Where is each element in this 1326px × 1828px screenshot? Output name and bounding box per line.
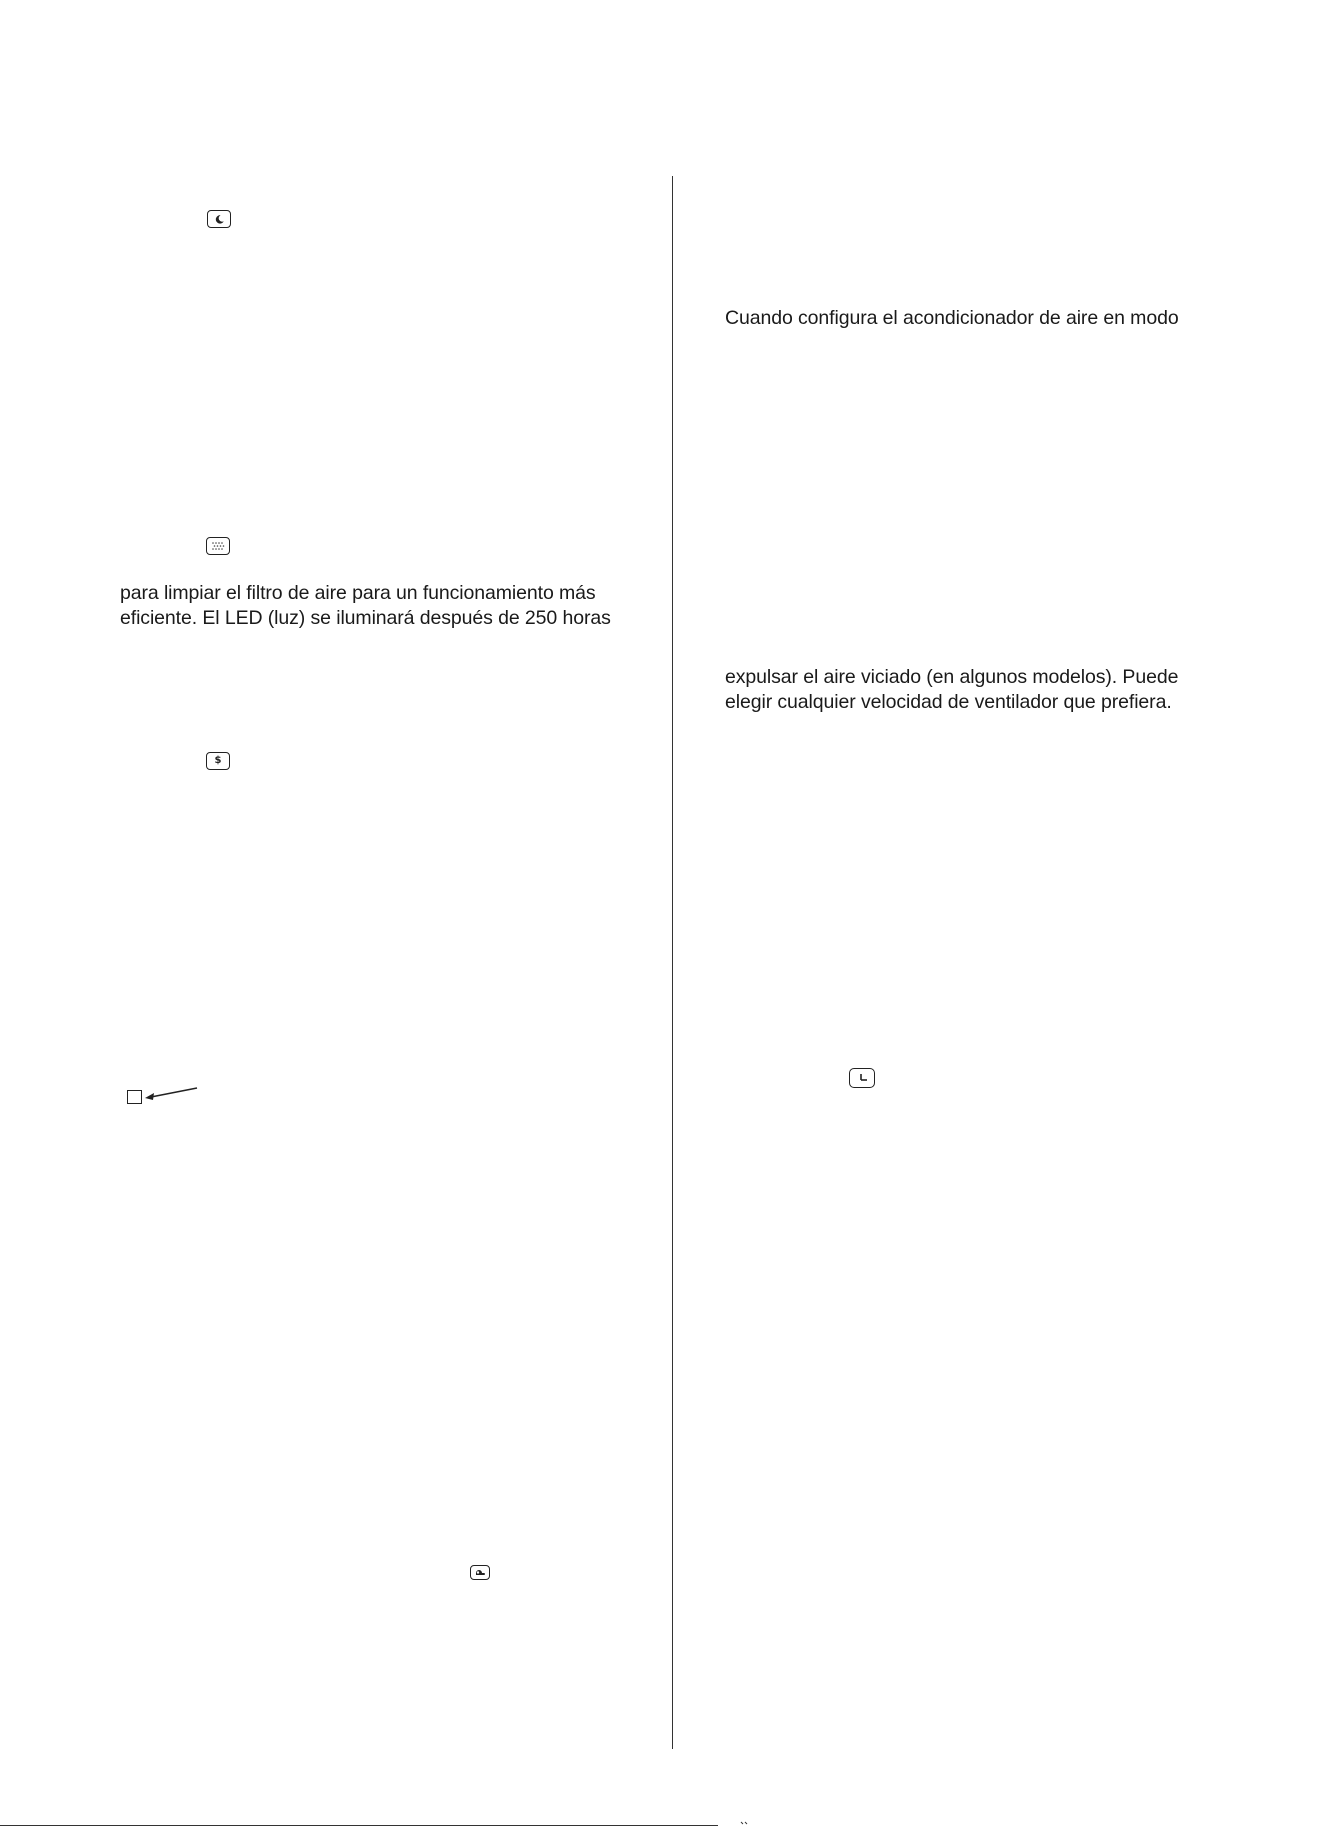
footer-mark [740, 1821, 750, 1824]
fan-paragraph-line-2: elegir cualquier velocidad de ventilador que prefiera. [725, 691, 1172, 713]
fan-paragraph [725, 665, 1178, 715]
filter-paragraph-line-1: para limpiar el filtro de aire para un funcionamiento más [120, 582, 596, 604]
filter-paragraph [120, 581, 611, 631]
filter-icon [206, 537, 230, 555]
dollar-symbol: $ [214, 755, 222, 766]
mode-paragraph-line-1: Cuando configura el acondicionador de aire en modo [725, 307, 1179, 329]
fan-mode-icon [470, 1565, 490, 1580]
footer-rule [0, 1825, 718, 1826]
indicator-box [127, 1090, 142, 1104]
filter-paragraph-line-2: eficiente. El LED (luz) se iluminará después de 250 horas [120, 607, 611, 629]
dollar-icon [206, 752, 230, 770]
mode-paragraph [725, 306, 1179, 331]
fan-paragraph-line-1: expulsar el aire viciado (en algunos modelos). Puede [725, 666, 1179, 688]
moon-icon [207, 210, 231, 228]
arrow-icon [143, 1085, 199, 1101]
column-divider [672, 176, 673, 1749]
clock-icon [849, 1068, 875, 1088]
